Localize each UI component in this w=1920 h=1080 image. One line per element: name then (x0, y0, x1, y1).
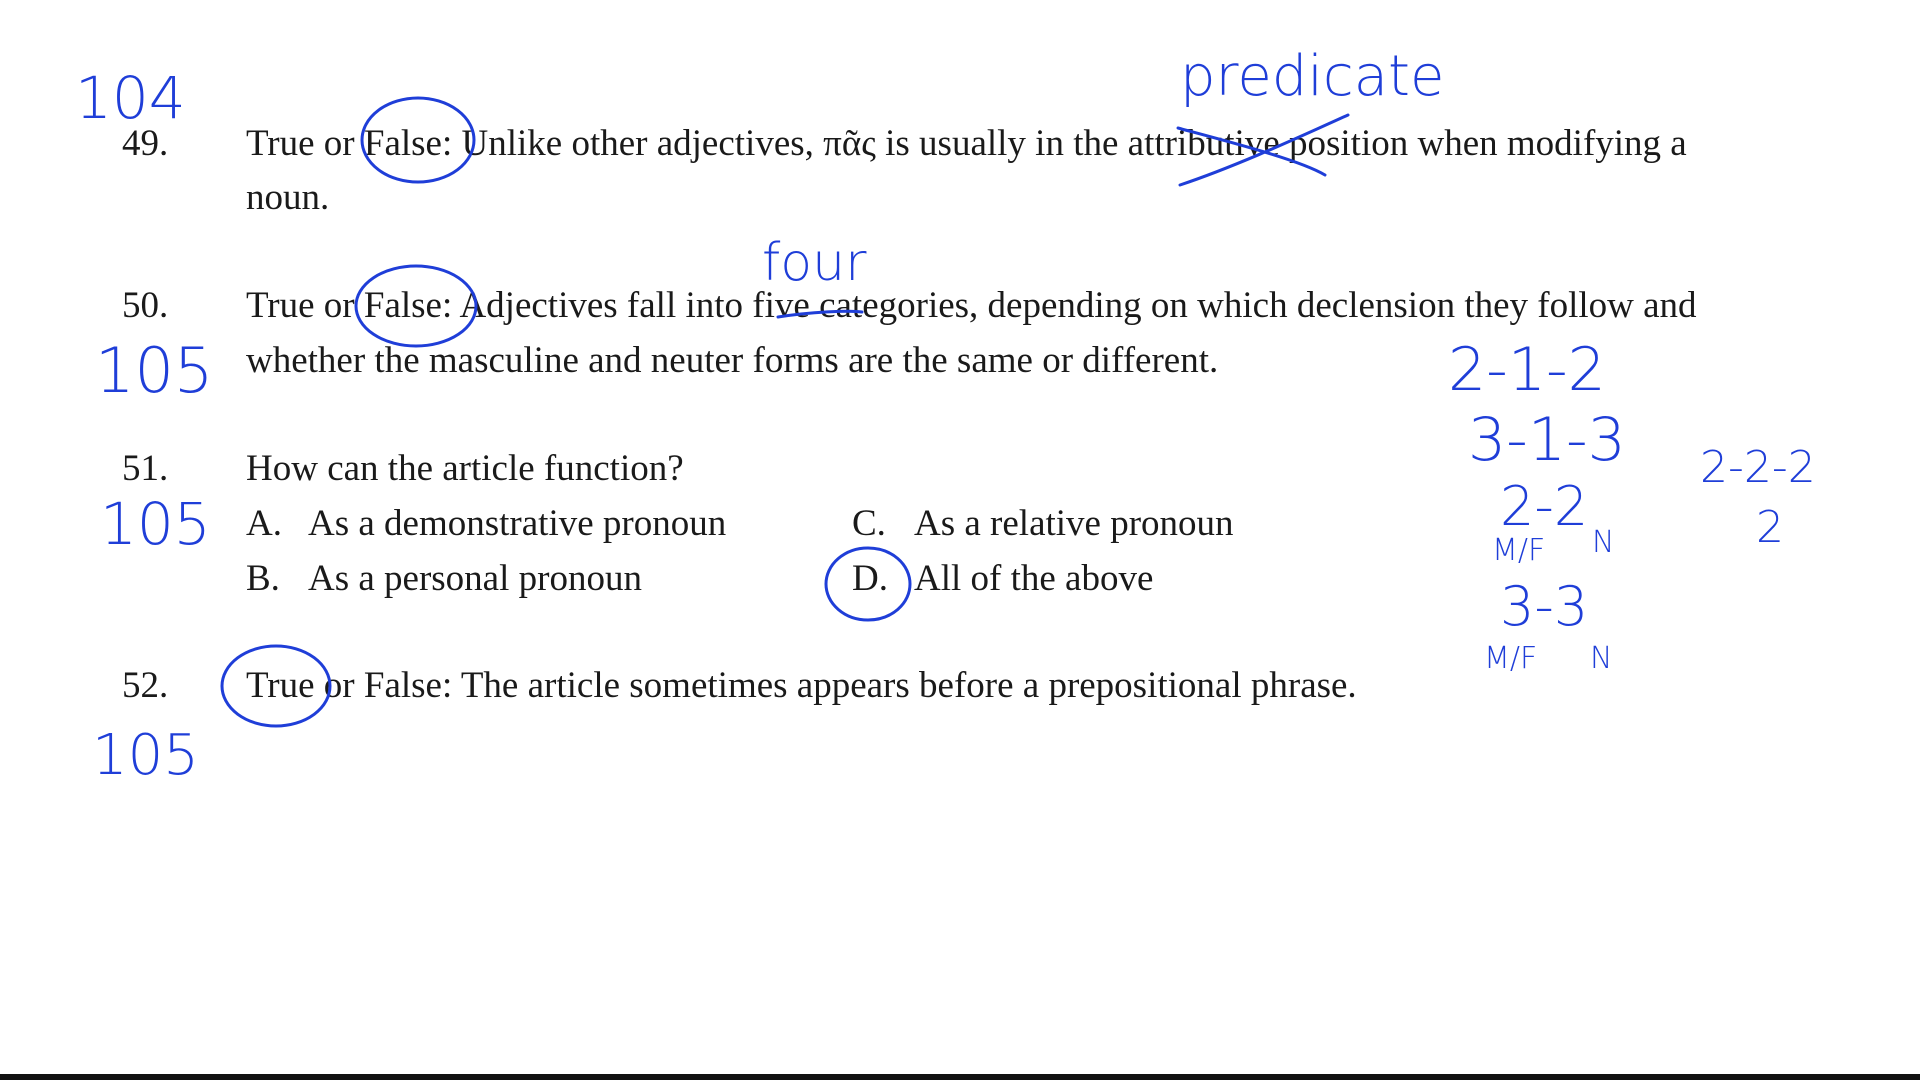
note-label-mf-1: M/F (1492, 533, 1546, 568)
option-d-letter: D. (852, 558, 888, 599)
struck-word-five: five c (752, 285, 836, 326)
question-49-text-end: position when modifying a (1279, 123, 1687, 164)
note-2: 2 (1756, 502, 1784, 553)
greek-word: πᾶς (823, 123, 876, 164)
struck-word-attributive: attributive (1127, 123, 1280, 164)
page-ref-104: 104 (75, 64, 186, 132)
note-3-1-3: 3-1-3 (1468, 405, 1626, 475)
page-ref-105-c: 105 (92, 723, 199, 788)
page-ref-105-b: 105 (100, 490, 211, 558)
circle-true-52 (222, 646, 330, 726)
note-label-n-2: N (1590, 641, 1613, 676)
question-49-text-start: True or False: Unlike other adjectives, (246, 123, 824, 164)
circle-option-d (826, 548, 910, 620)
question-50-text-start: True or False: Adjectives fall into (246, 285, 753, 326)
option-a-text: As a demonstrative pronoun (308, 503, 727, 544)
option-c-letter: C. (852, 503, 886, 544)
note-2-1-2: 2-1-2 (1448, 335, 1606, 405)
bottom-divider (0, 1074, 1920, 1080)
question-50-number: 50. (122, 285, 169, 326)
option-c-text: As a relative pronoun (914, 503, 1234, 544)
option-b-text: As a personal pronoun (308, 558, 642, 599)
option-d-text: All of the above (914, 558, 1154, 599)
question-52-line-1: True or False: The article sometimes appears before a prepositional phrase. (246, 665, 1357, 706)
note-2-2: 2-2 (1500, 475, 1589, 538)
question-51-number: 51. (122, 448, 169, 489)
circle-false-49 (362, 98, 474, 182)
question-51-prompt: How can the article function? (246, 448, 684, 489)
correction-four: four (762, 233, 867, 293)
question-49-number: 49. (122, 123, 169, 164)
correction-predicate: predicate (1180, 44, 1445, 109)
circle-false-50 (356, 266, 476, 346)
option-a-letter: A. (246, 503, 282, 544)
question-50-text-end: ategories, depending on which declension they follow and (835, 285, 1697, 326)
note-3-3: 3-3 (1500, 575, 1589, 638)
question-50-line-2: whether the masculine and neuter forms are the same or different. (246, 340, 1219, 381)
strike-five (778, 311, 862, 317)
question-52-number: 52. (122, 665, 169, 706)
option-b-letter: B. (246, 558, 280, 599)
question-49-text-mid: is usually in the (875, 123, 1128, 164)
note-label-mf-2: M/F (1484, 641, 1538, 676)
question-49-line-2: noun. (246, 177, 330, 218)
page-ref-105-a: 105 (95, 334, 214, 407)
note-label-n-1: N (1592, 525, 1615, 560)
note-2-2-2: 2-2-2 (1700, 442, 1816, 493)
